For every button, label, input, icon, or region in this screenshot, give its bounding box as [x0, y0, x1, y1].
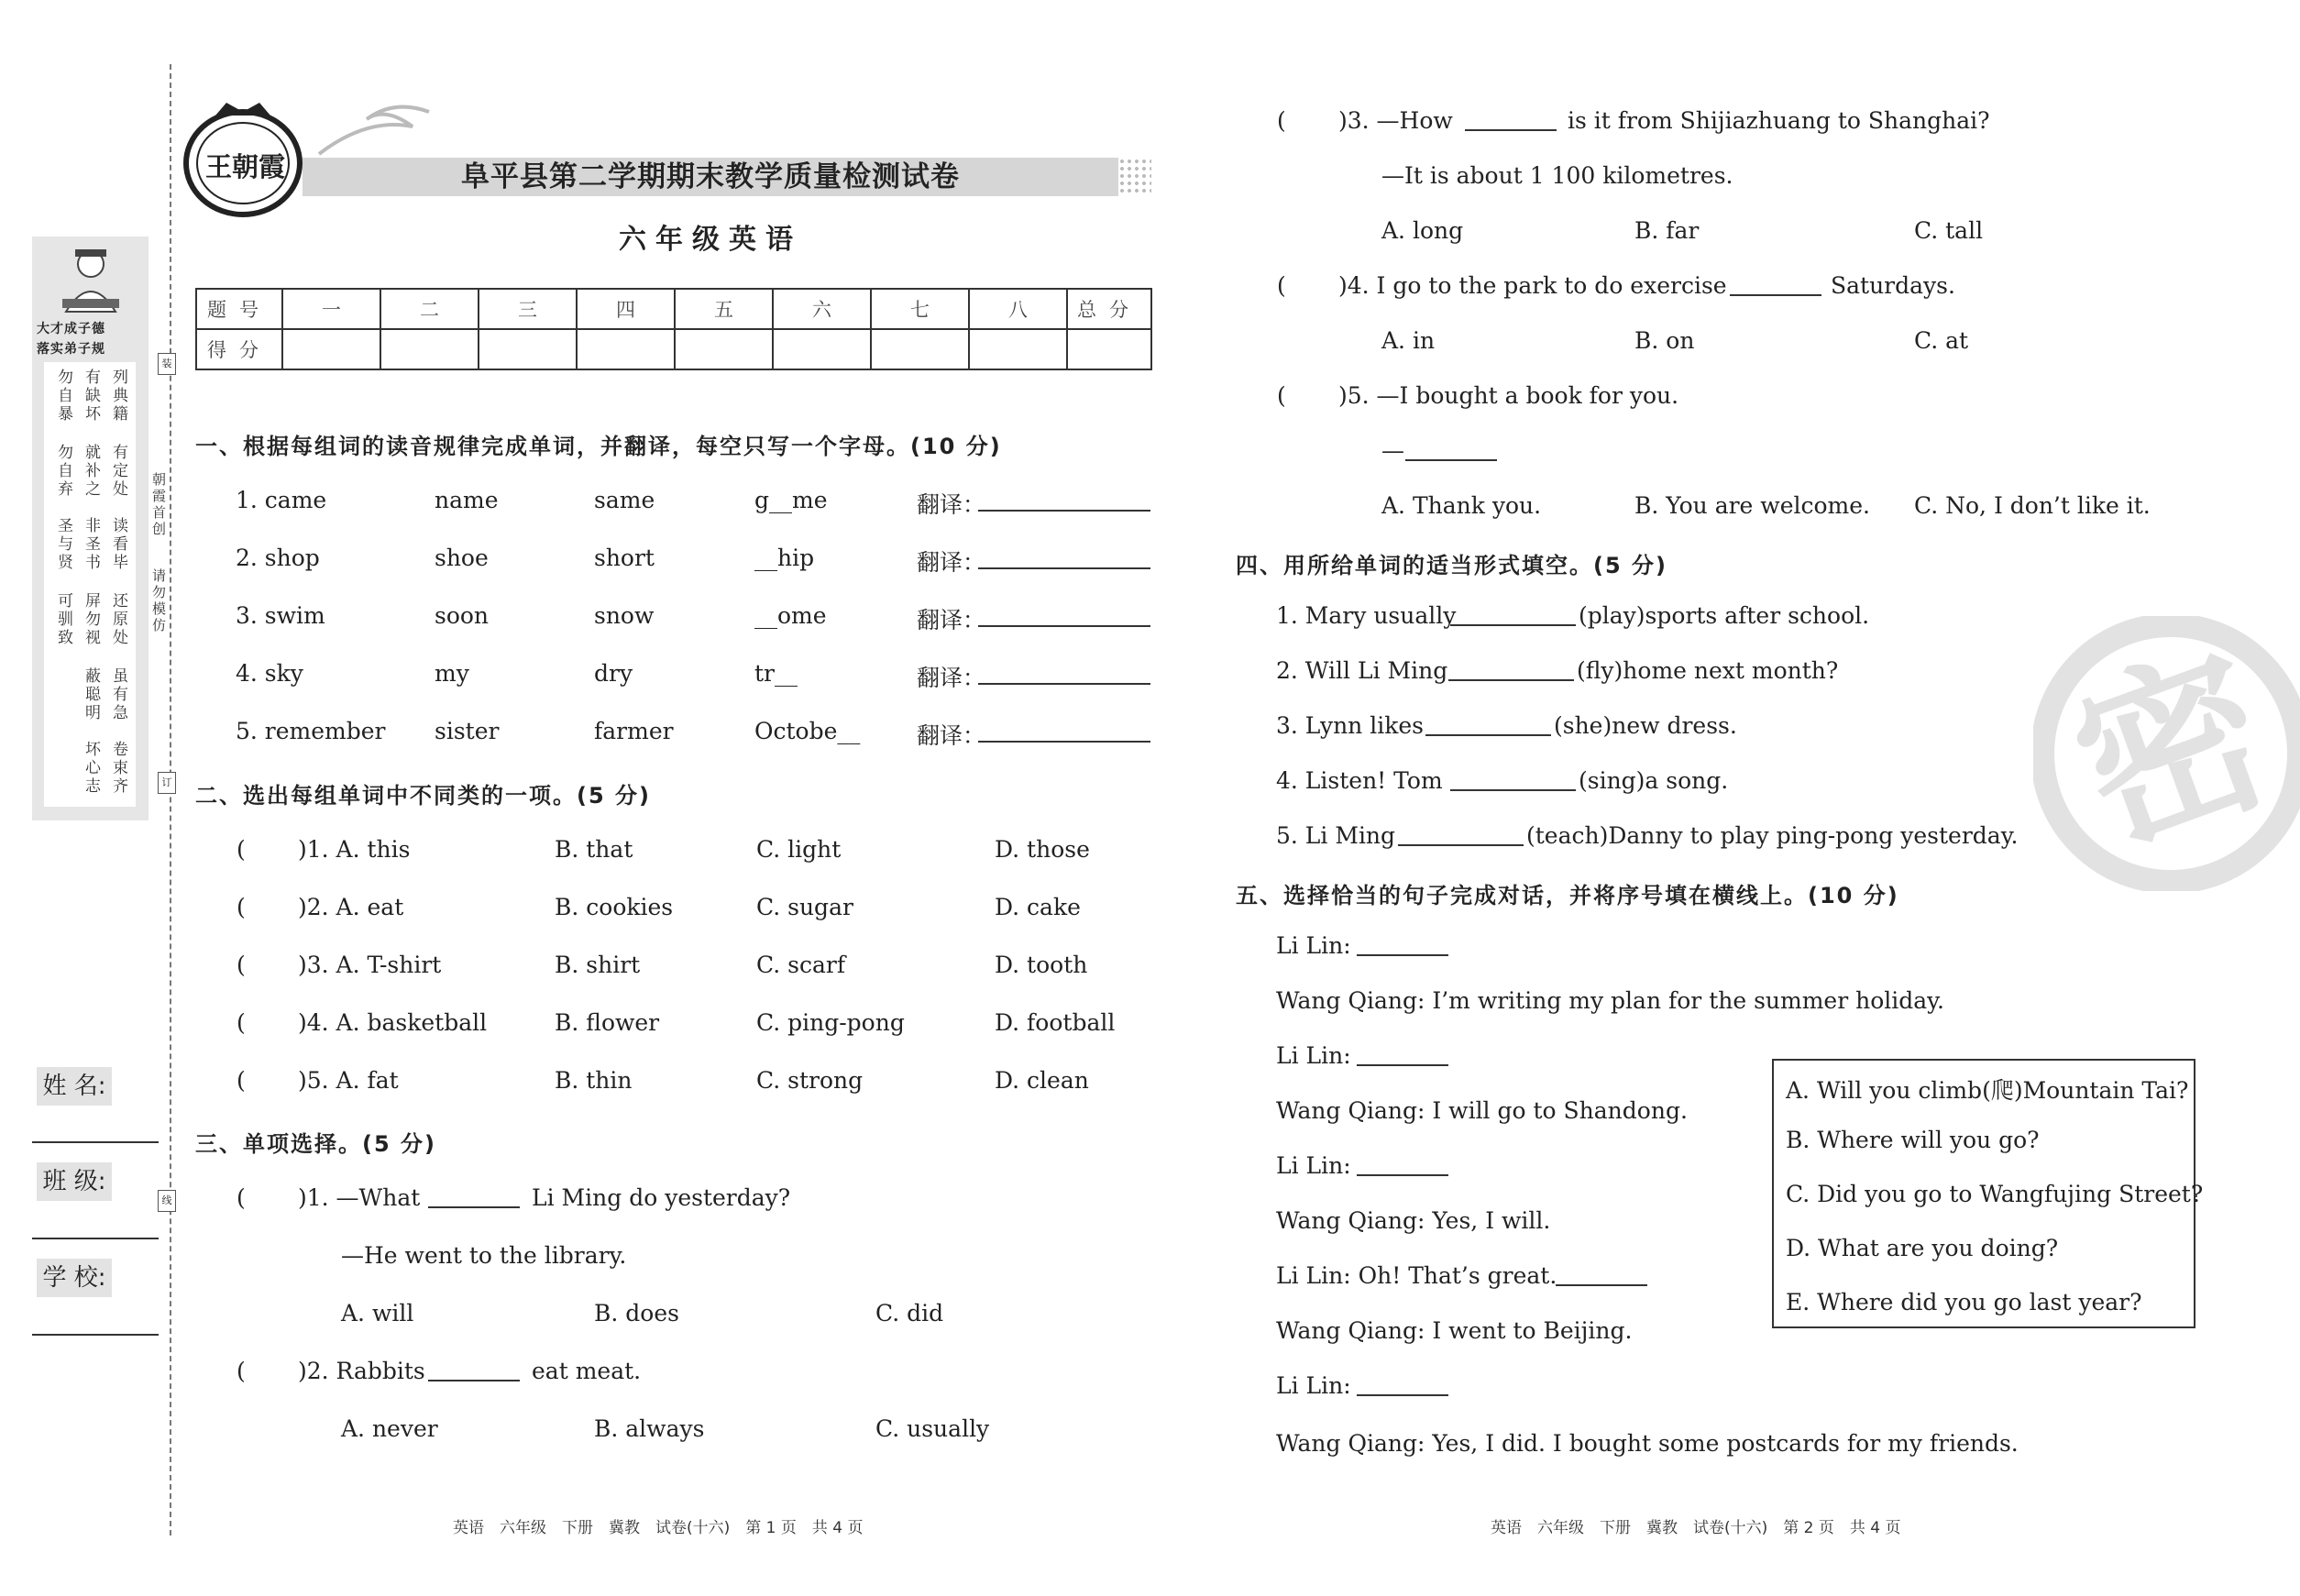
dialogue-blank[interactable] [1357, 1394, 1448, 1396]
answer-paren[interactable]: ( [1277, 382, 1286, 409]
dialogue-line: Li Lin: [1276, 932, 1351, 959]
motto-col: 有缺坏 [82, 369, 100, 424]
score-cell[interactable] [282, 329, 380, 369]
exam-subtitle: 六年级英语 [619, 224, 802, 256]
score-header-cell: 七 [871, 289, 969, 329]
score-header-cell: 三 [479, 289, 577, 329]
motto-col: 虽有急 [109, 667, 127, 722]
s3-q5-opt: A. Thank you. [1381, 492, 1542, 519]
motto-col: 蔽聪明 [82, 667, 100, 722]
section4-heading: 四、用所给单词的适当形式填空。(5 分) [1236, 553, 1667, 578]
s1-blank-word[interactable]: __ome [754, 602, 827, 629]
score-header-cell: 一 [282, 289, 380, 329]
s1-blank-word[interactable]: tr__ [754, 660, 798, 687]
s2-option-d: D. those [995, 836, 1090, 863]
footer-left: 英语 六年级 下册 冀教 试卷(十六) 第 1 页 共 4 页 [453, 1519, 864, 1537]
s1-word: soon [435, 602, 490, 629]
s3-q4-part1: )4. I go to the park to do exercise [1338, 272, 1727, 299]
s2-option-a: )5. A. fat [298, 1067, 399, 1094]
score-cell[interactable] [380, 329, 479, 369]
s3-q1-opt: C. did [875, 1300, 944, 1326]
score-cell[interactable] [479, 329, 577, 369]
cut-label-3: 线 [158, 1190, 176, 1212]
class-label: 班 级: [37, 1162, 112, 1201]
side-note-1: 朝霞首创 [150, 472, 167, 538]
cut-line [170, 64, 171, 1535]
answer-paren[interactable]: ( [237, 1358, 246, 1384]
motto-col: 非圣书 [82, 517, 100, 572]
answer-paren[interactable]: ( [1277, 107, 1286, 134]
score-table [195, 288, 1152, 370]
score-cell[interactable] [871, 329, 969, 369]
s4-item-part2: (sing)a song. [1579, 767, 1729, 794]
motto-col: 有定处 [109, 444, 127, 499]
score-header-cell: 总分 [1067, 289, 1151, 329]
s3-q1-blank[interactable] [428, 1206, 520, 1208]
s1-word: name [435, 487, 499, 513]
motto-col: 读看毕 [109, 517, 127, 572]
school-label: 学 校: [37, 1259, 112, 1297]
s3-q1-part1: )1. —What [298, 1184, 421, 1211]
motto-top-1: 大才成子德 [37, 322, 105, 336]
translate-label: 翻译： [917, 491, 986, 518]
s2-option-d: D. cake [995, 894, 1081, 920]
side-note-2: 请勿模仿 [150, 568, 167, 634]
s3-q3-blank[interactable] [1465, 129, 1557, 131]
s3-q4-blank[interactable] [1730, 294, 1821, 296]
answer-paren[interactable]: ( [237, 836, 246, 863]
motto-col: 勿自弃 [54, 444, 72, 499]
s4-blank[interactable] [1425, 734, 1551, 736]
s4-blank[interactable] [1450, 789, 1576, 791]
school-field[interactable] [32, 1334, 159, 1336]
motto-col: 就补之 [82, 444, 100, 499]
class-field[interactable] [32, 1238, 159, 1239]
s4-blank[interactable] [1450, 624, 1576, 626]
s1-word: dry [594, 660, 633, 687]
s3-q5-part1: )5. —I bought a book for you. [1338, 382, 1679, 409]
s2-option-b: B. cookies [555, 894, 674, 920]
s2-option-b: B. shirt [555, 952, 641, 978]
score-cell[interactable] [1067, 329, 1151, 369]
s2-option-a: )1. A. this [298, 836, 411, 863]
s3-q5-line2: — [1381, 437, 1404, 464]
s4-item-part2: (she)new dress. [1554, 712, 1737, 739]
s3-q3-opt: B. far [1634, 217, 1700, 244]
s3-q5-opt: C. No, I don’t like it. [1914, 492, 2151, 519]
translate-label: 翻译： [917, 665, 986, 691]
section2-heading: 二、选出每组单词中不同类的一项。(5 分) [195, 783, 651, 809]
dialogue-blank[interactable] [1556, 1284, 1647, 1286]
s4-item-part2: (fly)home next month? [1577, 657, 1839, 684]
dialogue-blank[interactable] [1357, 1064, 1448, 1066]
s4-item-part2: (play)sports after school. [1579, 602, 1870, 629]
score-header-cell: 二 [380, 289, 479, 329]
s4-item-part1: 1. Mary usually [1276, 602, 1457, 629]
answer-paren[interactable]: ( [237, 1184, 246, 1211]
s3-q3-opt: A. long [1381, 217, 1464, 244]
motto-col: 还原处 [109, 592, 127, 647]
score-row-label: 得分 [196, 329, 282, 369]
motto-col: 圣与贤 [54, 517, 72, 572]
s1-word: 2. shop [236, 545, 320, 571]
s2-option-b: B. thin [555, 1067, 633, 1094]
s4-item-part1: 4. Listen! Tom [1276, 767, 1443, 794]
score-header-cell: 八 [969, 289, 1067, 329]
footer-right: 英语 六年级 下册 冀教 试卷(十六) 第 2 页 共 4 页 [1491, 1519, 1901, 1537]
translate-field[interactable] [978, 683, 1150, 685]
answer-paren[interactable]: ( [237, 1067, 246, 1094]
s1-word: 5. remember [236, 718, 386, 744]
motto-col: 卷束齐 [109, 741, 127, 796]
section1-heading: 一、根据每组词的读音规律完成单词，并翻译，每空只写一个字母。(10 分) [195, 434, 1002, 459]
dialogue-line: Wang Qiang: Yes, I will. [1276, 1207, 1551, 1234]
s3-q1-line2: —He went to the library. [341, 1242, 627, 1269]
s4-blank[interactable] [1448, 679, 1574, 681]
s2-option-a: )4. A. basketball [298, 1009, 488, 1036]
dialogue-line: Li Lin: Oh! That’s great. [1276, 1262, 1557, 1289]
dialogue-line: Wang Qiang: I will go to Shandong. [1276, 1097, 1688, 1124]
name-label: 姓 名: [37, 1067, 112, 1106]
dialogue-line: Wang Qiang: I’m writing my plan for the summer holiday. [1276, 987, 1944, 1014]
s3-q1-opt: A. will [341, 1300, 414, 1326]
s2-option-c: C. scarf [756, 952, 846, 978]
s1-blank-word[interactable]: g__me [754, 487, 828, 513]
s1-word: farmer [594, 718, 674, 744]
score-cell[interactable] [773, 329, 871, 369]
s1-word: my [435, 660, 469, 687]
score-header-cell: 五 [675, 289, 773, 329]
motto-top-2: 落实弟子规 [37, 342, 105, 357]
s1-word: sister [435, 718, 500, 744]
s1-word: 4. sky [236, 660, 303, 687]
s3-q3-part1: )3. —How [1338, 107, 1453, 134]
score-header-cell: 题号 [196, 289, 282, 329]
s1-word: same [594, 487, 655, 513]
option-item: C. Did you go to Wangfujing Street? [1786, 1181, 2204, 1207]
s1-blank-word[interactable]: __hip [754, 545, 815, 571]
ribbon-icon [312, 99, 440, 158]
s3-q5-blank[interactable] [1405, 459, 1497, 461]
motto-col: 坏心志 [82, 741, 100, 796]
s3-q4-opt: A. in [1381, 327, 1436, 354]
s1-blank-word[interactable]: Octobe__ [754, 718, 861, 744]
answer-paren[interactable]: ( [237, 894, 246, 920]
motto-col: 可驯致 [54, 592, 72, 647]
translate-field[interactable] [978, 510, 1150, 512]
option-item: B. Where will you go? [1786, 1127, 2040, 1153]
s2-option-c: C. light [756, 836, 842, 863]
translate-field[interactable] [978, 625, 1150, 627]
option-item: D. What are you doing? [1786, 1235, 2059, 1261]
option-item: E. Where did you go last year? [1786, 1289, 2142, 1315]
logo-text: 王朝霞 [205, 151, 286, 182]
s3-q1-opt: B. does [594, 1300, 679, 1326]
motto-col: 勿自暴 [54, 369, 72, 424]
score-header-cell: 六 [773, 289, 871, 329]
s3-q2-part2: eat meat. [532, 1358, 642, 1384]
answer-paren[interactable]: ( [1277, 272, 1286, 299]
s3-q2-opt: C. usually [875, 1415, 990, 1442]
section3-heading: 三、单项选择。(5 分) [195, 1131, 436, 1157]
dialogue-line: Li Lin: [1276, 1152, 1351, 1179]
score-cell[interactable] [577, 329, 675, 369]
cut-label-2: 订 [158, 772, 176, 794]
s1-word: shoe [435, 545, 489, 571]
s4-item-part2: (teach)Danny to play ping-pong yesterday. [1526, 822, 2019, 849]
scholar-icon [57, 244, 125, 317]
score-cell[interactable] [969, 329, 1067, 369]
s3-q3-opt: C. tall [1914, 217, 1984, 244]
motto-col: 列典籍 [109, 369, 127, 424]
s2-option-d: D. tooth [995, 952, 1088, 978]
s3-q2-blank[interactable] [428, 1380, 520, 1381]
answer-paren[interactable]: ( [237, 952, 246, 978]
s2-option-a: )3. A. T-shirt [298, 952, 442, 978]
option-item: A. Will you climb(爬)Mountain Tai? [1786, 1077, 2189, 1104]
s3-q2-part1: )2. Rabbits [298, 1358, 425, 1384]
s1-word: snow [594, 602, 655, 629]
translate-field[interactable] [978, 567, 1150, 569]
dialogue-line: Li Lin: [1276, 1042, 1351, 1069]
s2-option-d: D. clean [995, 1067, 1089, 1094]
s4-item-part1: 3. Lynn likes [1276, 712, 1424, 739]
score-cell[interactable] [675, 329, 773, 369]
exam-title: 阜平县第二学期期末教学质量检测试卷 [461, 160, 960, 193]
score-header-cell: 四 [577, 289, 675, 329]
s2-option-d: D. football [995, 1009, 1116, 1036]
translate-label: 翻译： [917, 549, 986, 576]
cut-label-1: 装 [158, 353, 176, 375]
dialogue-blank[interactable] [1357, 1174, 1448, 1176]
watermark-char: 密 [2050, 619, 2295, 884]
s2-option-c: C. sugar [756, 894, 853, 920]
s1-word: short [594, 545, 655, 571]
s2-option-c: C. ping-pong [756, 1009, 905, 1036]
s3-q4-opt: B. on [1634, 327, 1695, 354]
s1-word: 1. came [236, 487, 327, 513]
section5-heading: 五、选择恰当的句子完成对话，并将序号填在横线上。(10 分) [1236, 883, 1899, 908]
translate-field[interactable] [978, 741, 1150, 743]
s3-q5-opt: B. You are welcome. [1634, 492, 1870, 519]
s3-q1-part2: Li Ming do yesterday? [532, 1184, 791, 1211]
s4-item-part1: 2. Will Li Ming [1276, 657, 1448, 684]
s3-q3-part2: is it from Shijiazhuang to Shanghai? [1568, 107, 1990, 134]
answer-paren[interactable]: ( [237, 1009, 246, 1036]
s3-q2-opt: A. never [341, 1415, 438, 1442]
s3-q3-line2: —It is about 1 100 kilometres. [1381, 162, 1733, 189]
dialogue-line: Wang Qiang: I went to Beijing. [1276, 1317, 1633, 1344]
s4-item-part1: 5. Li Ming [1276, 822, 1396, 849]
s3-q2-opt: B. always [594, 1415, 705, 1442]
dialogue-blank[interactable] [1357, 954, 1448, 956]
s3-q4-opt: C. at [1914, 327, 1969, 354]
s2-option-b: B. flower [555, 1009, 660, 1036]
s2-option-a: )2. A. eat [298, 894, 404, 920]
motto-col: 屏勿视 [82, 592, 100, 647]
dialogue-line: Li Lin: [1276, 1372, 1351, 1399]
name-field[interactable] [32, 1141, 159, 1143]
s4-blank[interactable] [1398, 844, 1524, 846]
translate-label: 翻译： [917, 722, 986, 749]
translate-label: 翻译： [917, 607, 986, 633]
dialogue-line: Wang Qiang: Yes, I did. I bought some postcards for my friends. [1276, 1430, 2019, 1457]
s3-q4-part2: Saturdays. [1831, 272, 1955, 299]
banner-dots [1118, 158, 1151, 196]
s2-option-c: C. strong [756, 1067, 864, 1094]
s1-word: 3. swim [236, 602, 325, 629]
s2-option-b: B. that [555, 836, 633, 863]
